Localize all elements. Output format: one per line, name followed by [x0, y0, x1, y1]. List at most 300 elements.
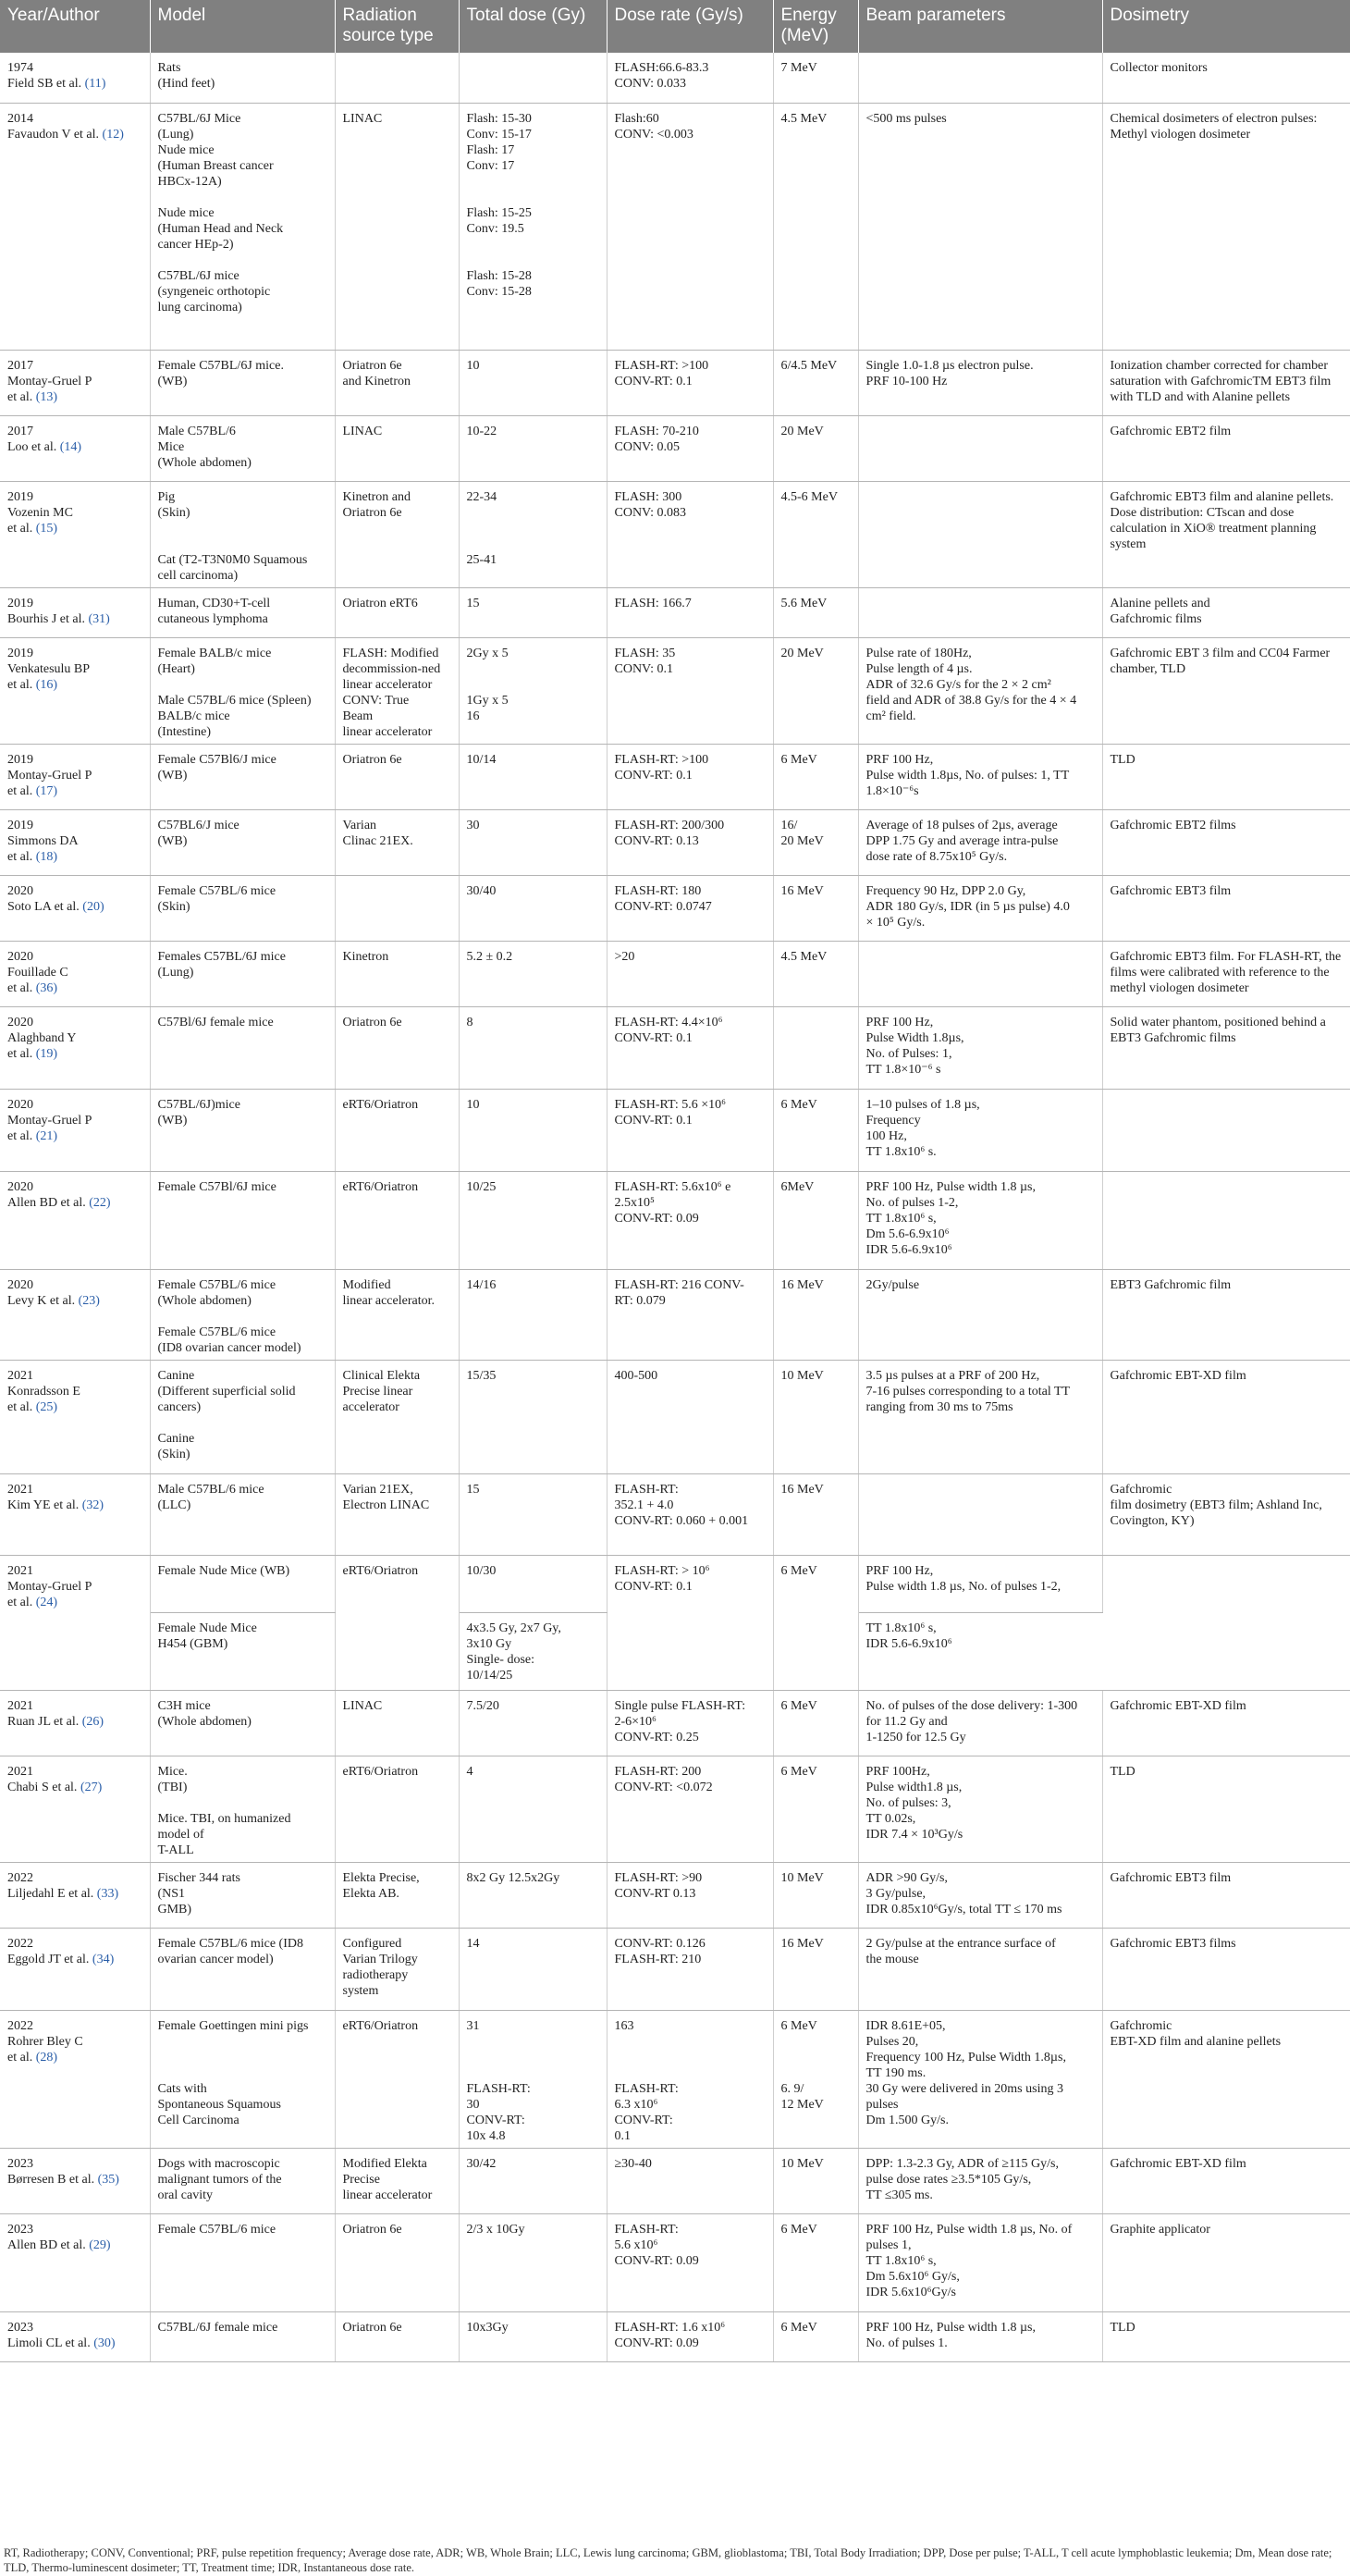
cell-year-author [0, 1862, 150, 1928]
cell-dosimetry: Chemical dosimeters of electron pulses: Methyl viologen dosimeter [1102, 103, 1350, 350]
cell-dose-rate: FLASH-RT: 200/300 CONV-RT: 0.13 [607, 809, 773, 875]
cell-model: Female C57BL/6J mice. (WB) [150, 350, 335, 415]
cell-source: Clinical Elekta Precise linear accelerator [335, 1360, 459, 1473]
table-row [0, 1473, 1350, 1555]
reference-link[interactable]: (17) [35, 783, 58, 798]
cell-source: Elekta Precise, Elekta AB. [335, 1862, 459, 1928]
cell-total-dose: 30/42 [459, 2148, 607, 2213]
author-text: 2017 Montay-Gruel P et al. [7, 358, 92, 404]
cell-source: Varian Clinac 21EX. [335, 809, 459, 875]
cell-year-author [0, 1006, 150, 1089]
header-total-dose: Total dose (Gy) [459, 0, 607, 53]
table-row [0, 1006, 1350, 1089]
cell-model: Human, CD30+T-cell cutaneous lymphoma [150, 587, 335, 637]
reference-link[interactable]: (30) [93, 2336, 116, 2350]
cell-year-author [0, 350, 150, 415]
cell-dosimetry [1102, 1171, 1350, 1269]
cell-year-author [0, 2148, 150, 2213]
table-row [0, 415, 1350, 481]
cell-dose-rate: ≥30-40 [607, 2148, 773, 2213]
cell-beam [858, 53, 1102, 103]
author-text: 2021 Konradsson E et al. [7, 1368, 80, 1414]
reference-link[interactable]: (31) [88, 611, 110, 626]
cell-total-dose: 10-22 [459, 415, 607, 481]
cell-beam: Pulse rate of 180Hz, Pulse length of 4 µs. ADR of 32.6 Gy/s for the 2 × 2 cm² field and ADR of 38.8 Gy/s for the 4 × 4 cm² field. [858, 637, 1102, 744]
cell-energy: 5.6 MeV [773, 587, 858, 637]
cell-source: eRT6/Oriatron [335, 1089, 459, 1171]
cell-total-dose: 4 [459, 1756, 607, 1862]
cell-total-dose: 10 [459, 1089, 607, 1171]
cell-total-dose: 4x3.5 Gy, 2x7 Gy, 3x10 Gy Single- dose: 10/14/25 [459, 1612, 607, 1690]
cell-model: Female Goettingen mini pigs Cats with Spontaneous Squamous Cell Carcinoma [150, 2010, 335, 2148]
cell-source: LINAC [335, 1690, 459, 1756]
author-text: 2014 Favaudon V et al. [7, 111, 100, 142]
author-text: 2020 Fouillade C et al. [7, 949, 68, 995]
cell-year-author [0, 53, 150, 103]
cell-dose-rate: FLASH-RT: >100 CONV-RT: 0.1 [607, 350, 773, 415]
reference-link[interactable]: (28) [35, 2050, 58, 2064]
cell-year-author [0, 809, 150, 875]
cell-dose-rate: FLASH: 300 CONV: 0.083 [607, 481, 773, 587]
reference-link[interactable]: (13) [35, 389, 58, 404]
cell-source: Oriatron 6e and Kinetron [335, 350, 459, 415]
cell-dosimetry: Gafchromic EBT3 film [1102, 1862, 1350, 1928]
reference-link[interactable]: (33) [96, 1886, 119, 1901]
cell-dosimetry: Gafchromic film dosimetry (EBT3 film; Ashland Inc, Covington, KY) [1102, 1473, 1350, 1555]
cell-year-author [0, 1473, 150, 1555]
cell-model: Dogs with macroscopic malignant tumors of the oral cavity [150, 2148, 335, 2213]
cell-source: Oriatron 6e [335, 2311, 459, 2361]
cell-dosimetry [1102, 1555, 1350, 1690]
cell-model: C57BL/6J female mice [150, 2311, 335, 2361]
table-row [0, 1360, 1350, 1473]
cell-total-dose [459, 53, 607, 103]
reference-link[interactable]: (22) [89, 1195, 111, 1210]
cell-dose-rate: FLASH-RT: 216 CONV- RT: 0.079 [607, 1269, 773, 1360]
cell-energy: 4.5 MeV [773, 941, 858, 1006]
cell-model: C57Bl/6J female mice [150, 1006, 335, 1089]
cell-model: Female Nude Mice H454 (GBM) [150, 1612, 335, 1690]
cell-total-dose: 30/40 [459, 875, 607, 941]
cell-beam: 1–10 pulses of 1.8 µs, Frequency 100 Hz, TT 1.8x10⁶ s. [858, 1089, 1102, 1171]
author-text: 2022 Eggold JT et al. [7, 1936, 90, 1966]
cell-year-author [0, 1756, 150, 1862]
cell-model: Mice. (TBI) Mice. TBI, on humanized model of T-ALL [150, 1756, 335, 1862]
table-row [0, 809, 1350, 875]
cell-dosimetry: Solid water phantom, positioned behind a EBT3 Gafchromic films [1102, 1006, 1350, 1089]
cell-total-dose: 7.5/20 [459, 1690, 607, 1756]
cell-total-dose: 2/3 x 10Gy [459, 2213, 607, 2311]
cell-beam: TT 1.8x10⁶ s, IDR 5.6-6.9x10⁶ [858, 1612, 1102, 1690]
cell-year-author [0, 1171, 150, 1269]
header-dosimetry: Dosimetry [1102, 0, 1350, 53]
cell-dose-rate: CONV-RT: 0.126 FLASH-RT: 210 [607, 1928, 773, 2010]
cell-energy: 6 MeV [773, 1555, 858, 1690]
reference-link[interactable]: (11) [84, 77, 106, 91]
cell-year-author [0, 103, 150, 350]
cell-dosimetry: EBT3 Gafchromic film [1102, 1269, 1350, 1360]
reference-link[interactable]: (34) [92, 1952, 115, 1966]
table-body [0, 53, 1350, 2361]
reference-link[interactable]: (19) [35, 1046, 58, 1061]
cell-dose-rate: FLASH-RT: > 10⁶ CONV-RT: 0.1 [607, 1555, 773, 1690]
cell-beam: Single 1.0-1.8 µs electron pulse. PRF 10-100 Hz [858, 350, 1102, 415]
table-row [0, 2311, 1350, 2361]
cell-model: Female BALB/c mice (Heart) Male C57BL/6 mice (Spleen) BALB/c mice (Intestine) [150, 637, 335, 744]
cell-total-dose: 15 [459, 1473, 607, 1555]
cell-model: Female C57BL/6 mice [150, 2213, 335, 2311]
cell-dosimetry: Gafchromic EBT3 film and alanine pellets. Dose distribution: CTscan and dose calculation in XiO® treatment planning system [1102, 481, 1350, 587]
cell-energy: 20 MeV [773, 415, 858, 481]
cell-beam: PRF 100 Hz, Pulse width 1.8 µs, No. of pulses 1. [858, 2311, 1102, 2361]
cell-beam [858, 587, 1102, 637]
cell-total-dose: Flash: 15-30 Conv: 15-17 Flash: 17 Conv: 17 Flash: 15-25 Conv: 19.5 Flash: 15-28 Conv: 15-28 [459, 103, 607, 350]
cell-model: Female C57Bl6/J mice (WB) [150, 744, 335, 809]
cell-year-author [0, 2213, 150, 2311]
cell-beam: Frequency 90 Hz, DPP 2.0 Gy, ADR 180 Gy/s, IDR (in 5 µs pulse) 4.0 × 10⁵ Gy/s. [858, 875, 1102, 941]
cell-source: Modified linear accelerator. [335, 1269, 459, 1360]
cell-total-dose: 10x3Gy [459, 2311, 607, 2361]
cell-total-dose: 10 [459, 350, 607, 415]
author-text: 2020 Soto LA et al. [7, 883, 80, 914]
cell-dose-rate: FLASH-RT: 5.6 x10⁶ CONV-RT: 0.09 [607, 2213, 773, 2311]
cell-total-dose: 10/25 [459, 1171, 607, 1269]
cell-energy: 6 MeV [773, 2213, 858, 2311]
cell-model: Female C57BL/6 mice (Whole abdomen) Female C57BL/6 mice (ID8 ovarian cancer model) [150, 1269, 335, 1360]
cell-model: Male C57BL/6 mice (LLC) [150, 1473, 335, 1555]
reference-link[interactable]: (12) [102, 127, 124, 142]
cell-dose-rate: 400-500 [607, 1360, 773, 1473]
table-row [0, 941, 1350, 1006]
cell-total-dose: 14 [459, 1928, 607, 2010]
cell-energy: 6 MeV 6. 9/ 12 MeV [773, 2010, 858, 2148]
reference-link[interactable]: (32) [81, 1498, 104, 1512]
cell-year-author [0, 1360, 150, 1473]
cell-energy: 16 MeV [773, 1269, 858, 1360]
table-row [0, 1756, 1350, 1862]
cell-model: Canine (Different superficial solid cancers) Canine (Skin) [150, 1360, 335, 1473]
cell-energy: 6 MeV [773, 744, 858, 809]
cell-year-author [0, 1928, 150, 2010]
table-row [0, 1690, 1350, 1756]
cell-dose-rate: FLASH: 70-210 CONV: 0.05 [607, 415, 773, 481]
author-text: 2021 Ruan JL et al. [7, 1698, 80, 1729]
cell-beam: ADR >90 Gy/s, 3 Gy/pulse, IDR 0.85x10⁶Gy/s, total TT ≤ 170 ms [858, 1862, 1102, 1928]
table-row [0, 744, 1350, 809]
cell-dose-rate: FLASH-RT: 352.1 + 4.0 CONV-RT: 0.060 + 0.001 [607, 1473, 773, 1555]
cell-dose-rate: FLASH-RT: 1.6 x10⁶ CONV-RT: 0.09 [607, 2311, 773, 2361]
reference-link[interactable]: (23) [78, 1293, 100, 1308]
cell-model: Females C57BL/6J mice (Lung) [150, 941, 335, 1006]
cell-source: eRT6/Oriatron [335, 1756, 459, 1862]
cell-dose-rate: Single pulse FLASH-RT: 2-6×10⁶ CONV-RT: 0.25 [607, 1690, 773, 1756]
cell-model: Rats (Hind feet) [150, 53, 335, 103]
cell-model: Female Nude Mice (WB) [150, 1555, 335, 1612]
cell-energy: 10 MeV [773, 1360, 858, 1473]
cell-source: Configured Varian Trilogy radiotherapy system [335, 1928, 459, 2010]
table-row [0, 1089, 1350, 1171]
table-row [0, 2010, 1350, 2148]
reference-link[interactable]: (20) [82, 899, 104, 914]
cell-dosimetry: Gafchromic EBT3 film [1102, 875, 1350, 941]
cell-source: eRT6/Oriatron [335, 1171, 459, 1269]
cell-dose-rate: FLASH-RT: 5.6x10⁶ e 2.5x10⁵ CONV-RT: 0.09 [607, 1171, 773, 1269]
author-text: 1974 Field SB et al. [7, 61, 82, 91]
cell-source [335, 53, 459, 103]
cell-dose-rate: 163 FLASH-RT: 6.3 x10⁶ CONV-RT: 0.1 [607, 2010, 773, 2148]
table-footnote: RT, Radiotherapy; CONV, Conventional; PRF, pulse repetition frequency; Average dose rate, ADR; WB, Whole Brain; LLC, Lewis lung carcinoma; GBM, glioblastoma; TBI, Total Body Irradiation; DPP, Dose per pulse; T-ALL, T cell acute lymphoblastic leukemia; Dm, Mean dose rate; TLD, Thermo-luminescent dosimeter; TT, Treatment time; IDR, Instantaneous dose rate. [4, 2546, 1332, 2574]
cell-model: C57BL/6J Mice (Lung) Nude mice (Human Breast cancer HBCx-12A) Nude mice (Human Head and Neck cancer HEp-2) C57BL/6J mice (syngeneic orthotopic lung carcinoma) [150, 103, 335, 350]
cell-source: eRT6/Oriatron [335, 2010, 459, 2148]
author-text: 2022 Rohrer Bley C et al. [7, 2018, 83, 2064]
author-text: 2020 Allen BD et al. [7, 1179, 86, 1210]
cell-dosimetry [1102, 1089, 1350, 1171]
table-row [0, 2148, 1350, 2213]
cell-beam [858, 481, 1102, 587]
author-text: 2019 Bourhis J et al. [7, 596, 85, 626]
reference-link[interactable]: (29) [89, 2237, 111, 2252]
table-row [0, 2213, 1350, 2311]
cell-dosimetry: Alanine pellets and Gafchromic films [1102, 587, 1350, 637]
cell-dose-rate: FLASH-RT: 180 CONV-RT: 0.0747 [607, 875, 773, 941]
cell-beam: IDR 8.61E+05, Pulses 20, Frequency 100 Hz, Pulse Width 1.8µs, TT 190 ms. 30 Gy were delivered in 20ms using 3 pulses Dm 1.500 Gy/s. [858, 2010, 1102, 2148]
cell-energy: 6/4.5 MeV [773, 350, 858, 415]
header-model: Model [150, 0, 335, 53]
cell-total-dose: 8x2 Gy 12.5x2Gy [459, 1862, 607, 1928]
cell-beam [858, 1473, 1102, 1555]
cell-beam [858, 415, 1102, 481]
author-text: 2019 Montay-Gruel P et al. [7, 752, 92, 798]
cell-model: Male C57BL/6 Mice (Whole abdomen) [150, 415, 335, 481]
reference-link[interactable]: (26) [81, 1714, 104, 1729]
cell-dosimetry: TLD [1102, 1756, 1350, 1862]
cell-dosimetry: Gafchromic EBT-XD film and alanine pellets [1102, 2010, 1350, 2148]
cell-source: Oriatron 6e [335, 2213, 459, 2311]
cell-dosimetry: Graphite applicator [1102, 2213, 1350, 2311]
cell-total-dose: 31 FLASH-RT: 30 CONV-RT: 10x 4.8 [459, 2010, 607, 2148]
cell-beam: 3.5 µs pulses at a PRF of 200 Hz, 7-16 pulses corresponding to a total TT ranging from 30 ms to 75ms [858, 1360, 1102, 1473]
header-year-author: Year/Author [0, 0, 150, 53]
cell-total-dose: 30 [459, 809, 607, 875]
cell-dose-rate: FLASH-RT: >90 CONV-RT 0.13 [607, 1862, 773, 1928]
cell-total-dose: 15/35 [459, 1360, 607, 1473]
cell-year-author [0, 1690, 150, 1756]
cell-beam: PRF 100 Hz, Pulse width 1.8 µs, No. of pulses 1, TT 1.8x10⁶ s, Dm 5.6x10⁶ Gy/s, IDR 5.6x10⁶Gy/s [858, 2213, 1102, 2311]
cell-model: C3H mice (Whole abdomen) [150, 1690, 335, 1756]
cell-beam: PRF 100 Hz, Pulse width 1.8 µs, No. of pulses 1-2, [858, 1555, 1102, 1612]
table-row [0, 1171, 1350, 1269]
cell-source [335, 875, 459, 941]
cell-energy: 10 MeV [773, 2148, 858, 2213]
cell-dosimetry: Gafchromic EBT3 film. For FLASH-RT, the films were calibrated with reference to the methyl viologen dosimeter [1102, 941, 1350, 1006]
cell-source: Oriatron 6e [335, 744, 459, 809]
table-row [0, 587, 1350, 637]
cell-model: Pig (Skin) Cat (T2-T3N0M0 Squamous cell carcinoma) [150, 481, 335, 587]
cell-model: C57BL/6J)mice (WB) [150, 1089, 335, 1171]
cell-dosimetry: TLD [1102, 744, 1350, 809]
header-energy: Energy (MeV) [773, 0, 858, 53]
cell-dosimetry: Gafchromic EBT-XD film [1102, 2148, 1350, 2213]
cell-year-author [0, 2311, 150, 2361]
author-text: 2023 Limoli CL et al. [7, 2320, 91, 2350]
cell-total-dose: 22-34 25-41 [459, 481, 607, 587]
cell-energy: 6 MeV [773, 1089, 858, 1171]
cell-beam [858, 941, 1102, 1006]
cell-year-author [0, 875, 150, 941]
reference-link[interactable]: (21) [35, 1128, 58, 1143]
cell-energy: 6 MeV [773, 1756, 858, 1862]
cell-beam: No. of pulses of the dose delivery: 1-300 for 11.2 Gy and 1-1250 for 12.5 Gy [858, 1690, 1102, 1756]
cell-source: Oriatron eRT6 [335, 587, 459, 637]
reference-link[interactable]: (16) [35, 677, 58, 692]
cell-energy: 10 MeV [773, 1862, 858, 1928]
reference-link[interactable]: (36) [35, 980, 58, 995]
table-row [0, 637, 1350, 744]
cell-model: Female C57BL/6 mice (ID8 ovarian cancer model) [150, 1928, 335, 2010]
table-row [0, 481, 1350, 587]
cell-energy: 20 MeV [773, 637, 858, 744]
cell-energy: 4.5 MeV [773, 103, 858, 350]
cell-dosimetry: Gafchromic EBT-XD film [1102, 1690, 1350, 1756]
cell-year-author [0, 941, 150, 1006]
author-text: 2022 Liljedahl E et al. [7, 1870, 94, 1901]
cell-energy [773, 1006, 858, 1089]
cell-dosimetry: Gafchromic EBT 3 film and CC04 Farmer chamber, TLD [1102, 637, 1350, 744]
cell-energy: 6 MeV [773, 2311, 858, 2361]
cell-total-dose: 10/30 [459, 1555, 607, 1612]
table-row [0, 1555, 1350, 1612]
author-text: 2017 Loo et al. [7, 424, 57, 454]
cell-energy: 16 MeV [773, 1928, 858, 2010]
cell-energy: 6MeV [773, 1171, 858, 1269]
cell-total-dose: 15 [459, 587, 607, 637]
cell-beam: PRF 100Hz, Pulse width1.8 µs, No. of pulses: 3, TT 0.02s, IDR 7.4 × 10³Gy/s [858, 1756, 1102, 1862]
cell-total-dose: 8 [459, 1006, 607, 1089]
cell-total-dose: 10/14 [459, 744, 607, 809]
cell-year-author [0, 415, 150, 481]
cell-year-author [0, 1269, 150, 1360]
cell-year-author [0, 587, 150, 637]
table-row [0, 53, 1350, 103]
cell-source: FLASH: Modified decommission-ned linear accelerator CONV: True Beam linear accelerator [335, 637, 459, 744]
header-dose-rate: Dose rate (Gy/s) [607, 0, 773, 53]
cell-beam: 2Gy/pulse [858, 1269, 1102, 1360]
author-text: 2019 Simmons DA et al. [7, 818, 79, 864]
cell-energy: 4.5-6 MeV [773, 481, 858, 587]
cell-beam: Average of 18 pulses of 2µs, average DPP 1.75 Gy and average intra-pulse dose rate of 8.75x10⁵ Gy/s. [858, 809, 1102, 875]
cell-beam: 2 Gy/pulse at the entrance surface of the mouse [858, 1928, 1102, 2010]
cell-source: Modified Elekta Precise linear accelerator [335, 2148, 459, 2213]
table-row [0, 1269, 1350, 1360]
cell-dosimetry: Ionization chamber corrected for chamber saturation with GafchromicTM EBT3 film with TLD and with Alanine pellets [1102, 350, 1350, 415]
cell-source: LINAC [335, 415, 459, 481]
cell-source: Kinetron and Oriatron 6e [335, 481, 459, 587]
cell-total-dose: 14/16 [459, 1269, 607, 1360]
cell-dose-rate: FLASH-RT: 5.6 ×10⁶ CONV-RT: 0.1 [607, 1089, 773, 1171]
reference-link[interactable]: (14) [59, 439, 82, 454]
author-text: 2020 Alaghband Y et al. [7, 1015, 77, 1061]
cell-dose-rate: FLASH: 35 CONV: 0.1 [607, 637, 773, 744]
cell-source: Varian 21EX, Electron LINAC [335, 1473, 459, 1555]
cell-dosimetry: Collector monitors [1102, 53, 1350, 103]
cell-energy: 16/ 20 MeV [773, 809, 858, 875]
cell-total-dose: 5.2 ± 0.2 [459, 941, 607, 1006]
cell-dose-rate: FLASH-RT: 4.4×10⁶ CONV-RT: 0.1 [607, 1006, 773, 1089]
reference-link[interactable]: (24) [35, 1595, 58, 1609]
author-text: 2020 Levy K et al. [7, 1277, 76, 1308]
reference-link[interactable]: (27) [80, 1780, 103, 1794]
cell-year-author [0, 481, 150, 587]
reference-link[interactable]: (15) [35, 521, 58, 536]
cell-energy: 6 MeV [773, 1690, 858, 1756]
cell-model: Female C57Bl/6J mice [150, 1171, 335, 1269]
cell-model: Female C57BL/6 mice (Skin) [150, 875, 335, 941]
cell-year-author [0, 1555, 150, 1690]
cell-year-author [0, 1089, 150, 1171]
cell-dose-rate: FLASH:66.6-83.3 CONV: 0.033 [607, 53, 773, 103]
cell-dosimetry: Gafchromic EBT2 film [1102, 415, 1350, 481]
reference-link[interactable]: (35) [97, 2172, 119, 2187]
cell-dosimetry: Gafchromic EBT-XD film [1102, 1360, 1350, 1473]
cell-source: Oriatron 6e [335, 1006, 459, 1089]
reference-link[interactable]: (25) [35, 1399, 58, 1414]
cell-dosimetry: Gafchromic EBT2 films [1102, 809, 1350, 875]
cell-dose-rate: FLASH-RT: >100 CONV-RT: 0.1 [607, 744, 773, 809]
cell-beam: DPP: 1.3-2.3 Gy, ADR of ≥115 Gy/s, pulse dose rates ≥3.5*105 Gy/s, TT ≤305 ms. [858, 2148, 1102, 2213]
author-text: 2019 Vozenin MC et al. [7, 489, 73, 536]
cell-energy: 7 MeV [773, 53, 858, 103]
cell-dosimetry: Gafchromic EBT3 films [1102, 1928, 1350, 2010]
table-header-row [0, 0, 1350, 53]
cell-energy: 16 MeV [773, 1473, 858, 1555]
table-row [0, 103, 1350, 350]
cell-source: LINAC [335, 103, 459, 350]
author-text: 2019 Venkatesulu BP et al. [7, 646, 91, 692]
cell-model: Fischer 344 rats (NS1 GMB) [150, 1862, 335, 1928]
author-text: 2020 Montay-Gruel P et al. [7, 1097, 92, 1143]
header-beam-parameters: Beam parameters [858, 0, 1102, 53]
table-row [0, 875, 1350, 941]
cell-source: Kinetron [335, 941, 459, 1006]
cell-dose-rate: Flash:60 CONV: <0.003 [607, 103, 773, 350]
author-text: 2021 Kim YE et al. [7, 1482, 80, 1512]
cell-beam: PRF 100 Hz, Pulse width 1.8 µs, No. of pulses 1-2, TT 1.8x10⁶ s, Dm 5.6-6.9x10⁶ IDR 5.6-6.9x10⁶ [858, 1171, 1102, 1269]
cell-dosimetry: TLD [1102, 2311, 1350, 2361]
table-row [0, 350, 1350, 415]
author-text: 2021 Chabi S et al. [7, 1764, 78, 1794]
header-radiation-source: Radiation source type [335, 0, 459, 53]
cell-year-author [0, 637, 150, 744]
author-text: 2021 Montay-Gruel P et al. [7, 1563, 92, 1609]
table-row [0, 1862, 1350, 1928]
author-text: 2023 Børresen B et al. [7, 2156, 95, 2187]
author-text: 2023 Allen BD et al. [7, 2222, 86, 2252]
cell-beam: PRF 100 Hz, Pulse Width 1.8µs, No. of Pulses: 1, TT 1.8×10⁻⁶ s [858, 1006, 1102, 1089]
reference-link[interactable]: (18) [35, 849, 58, 864]
cell-dose-rate: >20 [607, 941, 773, 1006]
cell-beam: PRF 100 Hz, Pulse width 1.8µs, No. of pulses: 1, TT 1.8×10⁻⁶s [858, 744, 1102, 809]
cell-energy: 16 MeV [773, 875, 858, 941]
cell-model: C57BL6/J mice (WB) [150, 809, 335, 875]
cell-year-author [0, 744, 150, 809]
cell-source: eRT6/Oriatron [335, 1555, 459, 1690]
cell-year-author [0, 2010, 150, 2148]
cell-dose-rate: FLASH-RT: 200 CONV-RT: <0.072 [607, 1756, 773, 1862]
cell-total-dose: 2Gy x 5 1Gy x 5 16 [459, 637, 607, 744]
cell-dose-rate: FLASH: 166.7 [607, 587, 773, 637]
table-row [0, 1928, 1350, 2010]
cell-beam: <500 ms pulses [858, 103, 1102, 350]
